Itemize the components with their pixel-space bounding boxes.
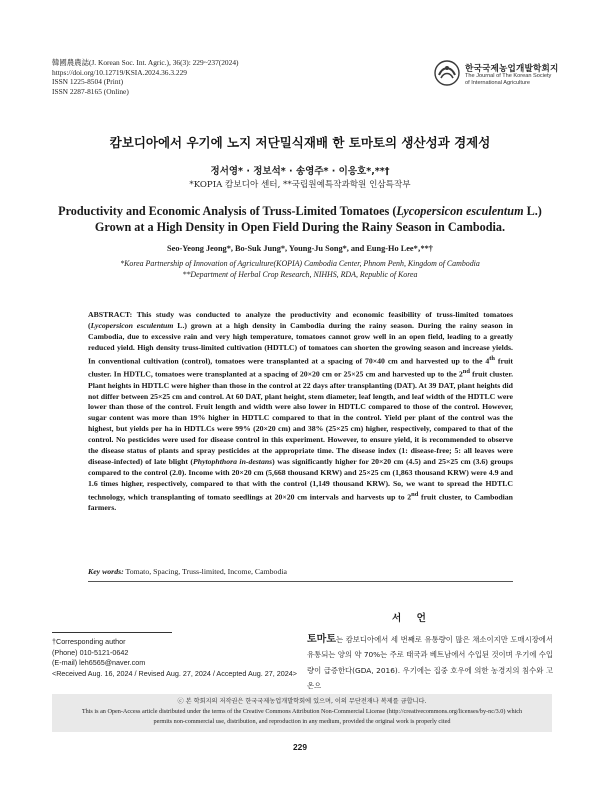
introduction-body: 는 캄보디아에서 세 번째로 유통량이 많은 채소이지만 도매시장에서 유통되는 양의 약 70%는 주로 태국과 베트남에서 수입된 것이며 우기에 수입량이 급증한다(GDA, 2016). 우기에는 집중 호우에 의한 농경지의 침수와 고온으 [307, 635, 553, 690]
abstract-part-6: fruit cluster, to Cambodian farmers. [88, 492, 513, 513]
affiliation-en-2: **Department of Herbal Crop Research, NIHHS, RDA, Republic of Korea [182, 270, 418, 279]
title-english [40, 203, 560, 235]
section-heading-introduction: 서 언 [392, 613, 432, 624]
society-emblem-icon [434, 60, 460, 86]
title-en-line1-pre: Productivity and Economic Analysis of Truss-Limited Tomatoes ( [58, 204, 397, 218]
introduction-text [307, 632, 553, 693]
corresponding-author: †Corresponding author [52, 637, 126, 646]
title-korean: 캄보디아에서 우기에 노지 저단밀식재배 한 토마토의 생산성과 경제성 [109, 135, 491, 150]
abstract-sup-1: th [489, 354, 496, 362]
footnote-phone: (Phone) 010-5121-0642 [52, 647, 129, 657]
issn-online: ISSN 2287-8165 (Online) [52, 86, 129, 96]
society-name-en-line1: The Journal of The Korean Society [465, 73, 552, 79]
abstract-part-2: L.) grown at a high density in Cambodia during the rainy season. During the rainy season in Cambodia, due to excessive rain and very high temperature, tomatoes cannot grow well in an open field, leading to a greatly reduced yield. High density truss-limited cultivation (HDTLC) of tomatoes can shorten the growing season and increase yields. In conventional cultivation (control), tomatoes were transplanted at a spacing of 70×40 cm and harvested up to the 4 [88, 320, 513, 366]
society-name-en [465, 73, 551, 87]
abstract-sup-2: nd [462, 368, 470, 376]
abstract-sup-3: nd [411, 490, 419, 498]
society-name-ko: 한국국제농업개발학회지 [465, 64, 559, 74]
society-logo [434, 60, 559, 96]
introduction-lead-word: 토마토 [307, 634, 336, 645]
license-box [52, 694, 552, 732]
title-en-species: Lycopersicon esculentum [396, 204, 524, 218]
affiliation-korean: *KOPIA 캄보디아 센터, **국립원예특작과학원 인삼특작부 [189, 180, 411, 190]
journal-header [52, 58, 238, 96]
footnote-divider [52, 632, 172, 633]
copyright-notice: ⓒ 본 학회지의 저작권은 한국국제농업개발학회에 있으며, 이의 무단전재나 복제를 금합니다. [177, 698, 427, 705]
footnote [52, 637, 297, 679]
abstract-part-1: ABSTRACT: This study was conducted to analyze the productivity and economic feasibility of truss-limited tomatoes ( [88, 310, 513, 330]
keywords-text: Tomato, Spacing, Truss-limited, Income, Cambodia [123, 567, 287, 576]
title-en-line1-post: L.) [523, 204, 542, 218]
affiliation-en-1: *Korea Partnership of Innovation of Agriculture(KOPIA) Cambodia Center, Phnom Penh, Kingdom of Cambodia [120, 259, 480, 268]
abstract [88, 310, 513, 514]
license-line-2: permits non-commercial use, distribution, and reproduction in any medium, provided the original work is properly cited [153, 718, 451, 725]
abstract-species: Lycopersicon esculentum [90, 320, 174, 330]
society-name-en-line2: of International Agriculture [465, 79, 530, 86]
footnote-email[interactable]: (E-mail) leh6565@naver.com [52, 658, 146, 667]
license-line-1: This is an Open-Access article distributed under the terms of the Creative Commons Attribution Non-Commercial License (http://creativecommons.org/licenses/by-nc/3.0) which [81, 708, 523, 715]
authors-korean: 정서영* · 정보석* · 송영주* · 이응호*‚**† [210, 166, 390, 177]
issn-print: ISSN 1225-8504 (Print) [52, 77, 124, 87]
keywords-divider [88, 581, 513, 582]
abstract-part-5: ) was significantly higher for 20×20 cm (4.5) and 25×25 cm (3.6) groups compared to the control (2.0). Income with 20×20 cm (5,668 thousand KRW) and 25×25 cm (1,863 thousand KRW) were 4.9 and 1.6 times higher, respectively, compared to that with the control (1,149 thousand KRW). So, we want to spread the HDTLC technology, which transplanting of tomato seedlings at 20×20 cm intervals and harvests up to 2 [88, 456, 514, 502]
abstract-pathogen: Phytophthora in-destans [193, 456, 273, 466]
footnote-dates: <Received Aug. 16, 2024 / Revised Aug. 27, 2024 / Accepted Aug. 27, 2024> [52, 668, 297, 678]
title-en-line2: Grown at a High Density in Open Field During the Rainy Season in Cambodia. [94, 220, 506, 234]
keywords [88, 567, 513, 576]
doi-link[interactable]: https://doi.org/10.12719/KSIA.2024.36.3.229 [52, 67, 187, 77]
page-number: 229 [293, 742, 307, 752]
keywords-label: Key words: [88, 567, 124, 576]
abstract-part-3: fruit cluster. In HDTLC, tomatoes were transplanted at a spacing of 20×20 cm or 25×25 cm and harvested up to the 2 [88, 356, 513, 379]
affiliations-english [40, 258, 560, 280]
journal-citation: 韓國農農誌(J. Korean Soc. Int. Agric.), 36(3): 229~237(2024) [52, 58, 239, 67]
abstract-part-4: fruit cluster. Plant heights in HDTLC were higher than those in the control at 22 days after transplanting (DAT). At 39 DAT, plant heights did not differ between 25×25 cm and control. At 60 DAT, plant height, stem diameter, leaf length, and leaf width of the HDTLC were lower than those of the control. Fruit length and width were also lower in HDTLC compared to those of the control. However, sugar content was more than 19% higher in HDTLC compared to that in the control. Yield per plant of the control was the highest, but yields per ha in HDTLCs were 99% (20×20 cm) and 38% (25×25 cm) higher, respectively, compared to that of the control. No pesticides were used for disease control in this experiment. However, to ensure yield, it is recommended to observe the disease status of plants and spray pesticides at the appropriate time. The disease index (1: disease-free; 5: all leaves were disease-infected) of late blight ( [88, 369, 514, 466]
authors-english: Seo-Yeong Jeong*, Bo-Suk Jung*, Young-Ju Song*, and Eung-Ho Lee*‚**† [167, 244, 433, 253]
